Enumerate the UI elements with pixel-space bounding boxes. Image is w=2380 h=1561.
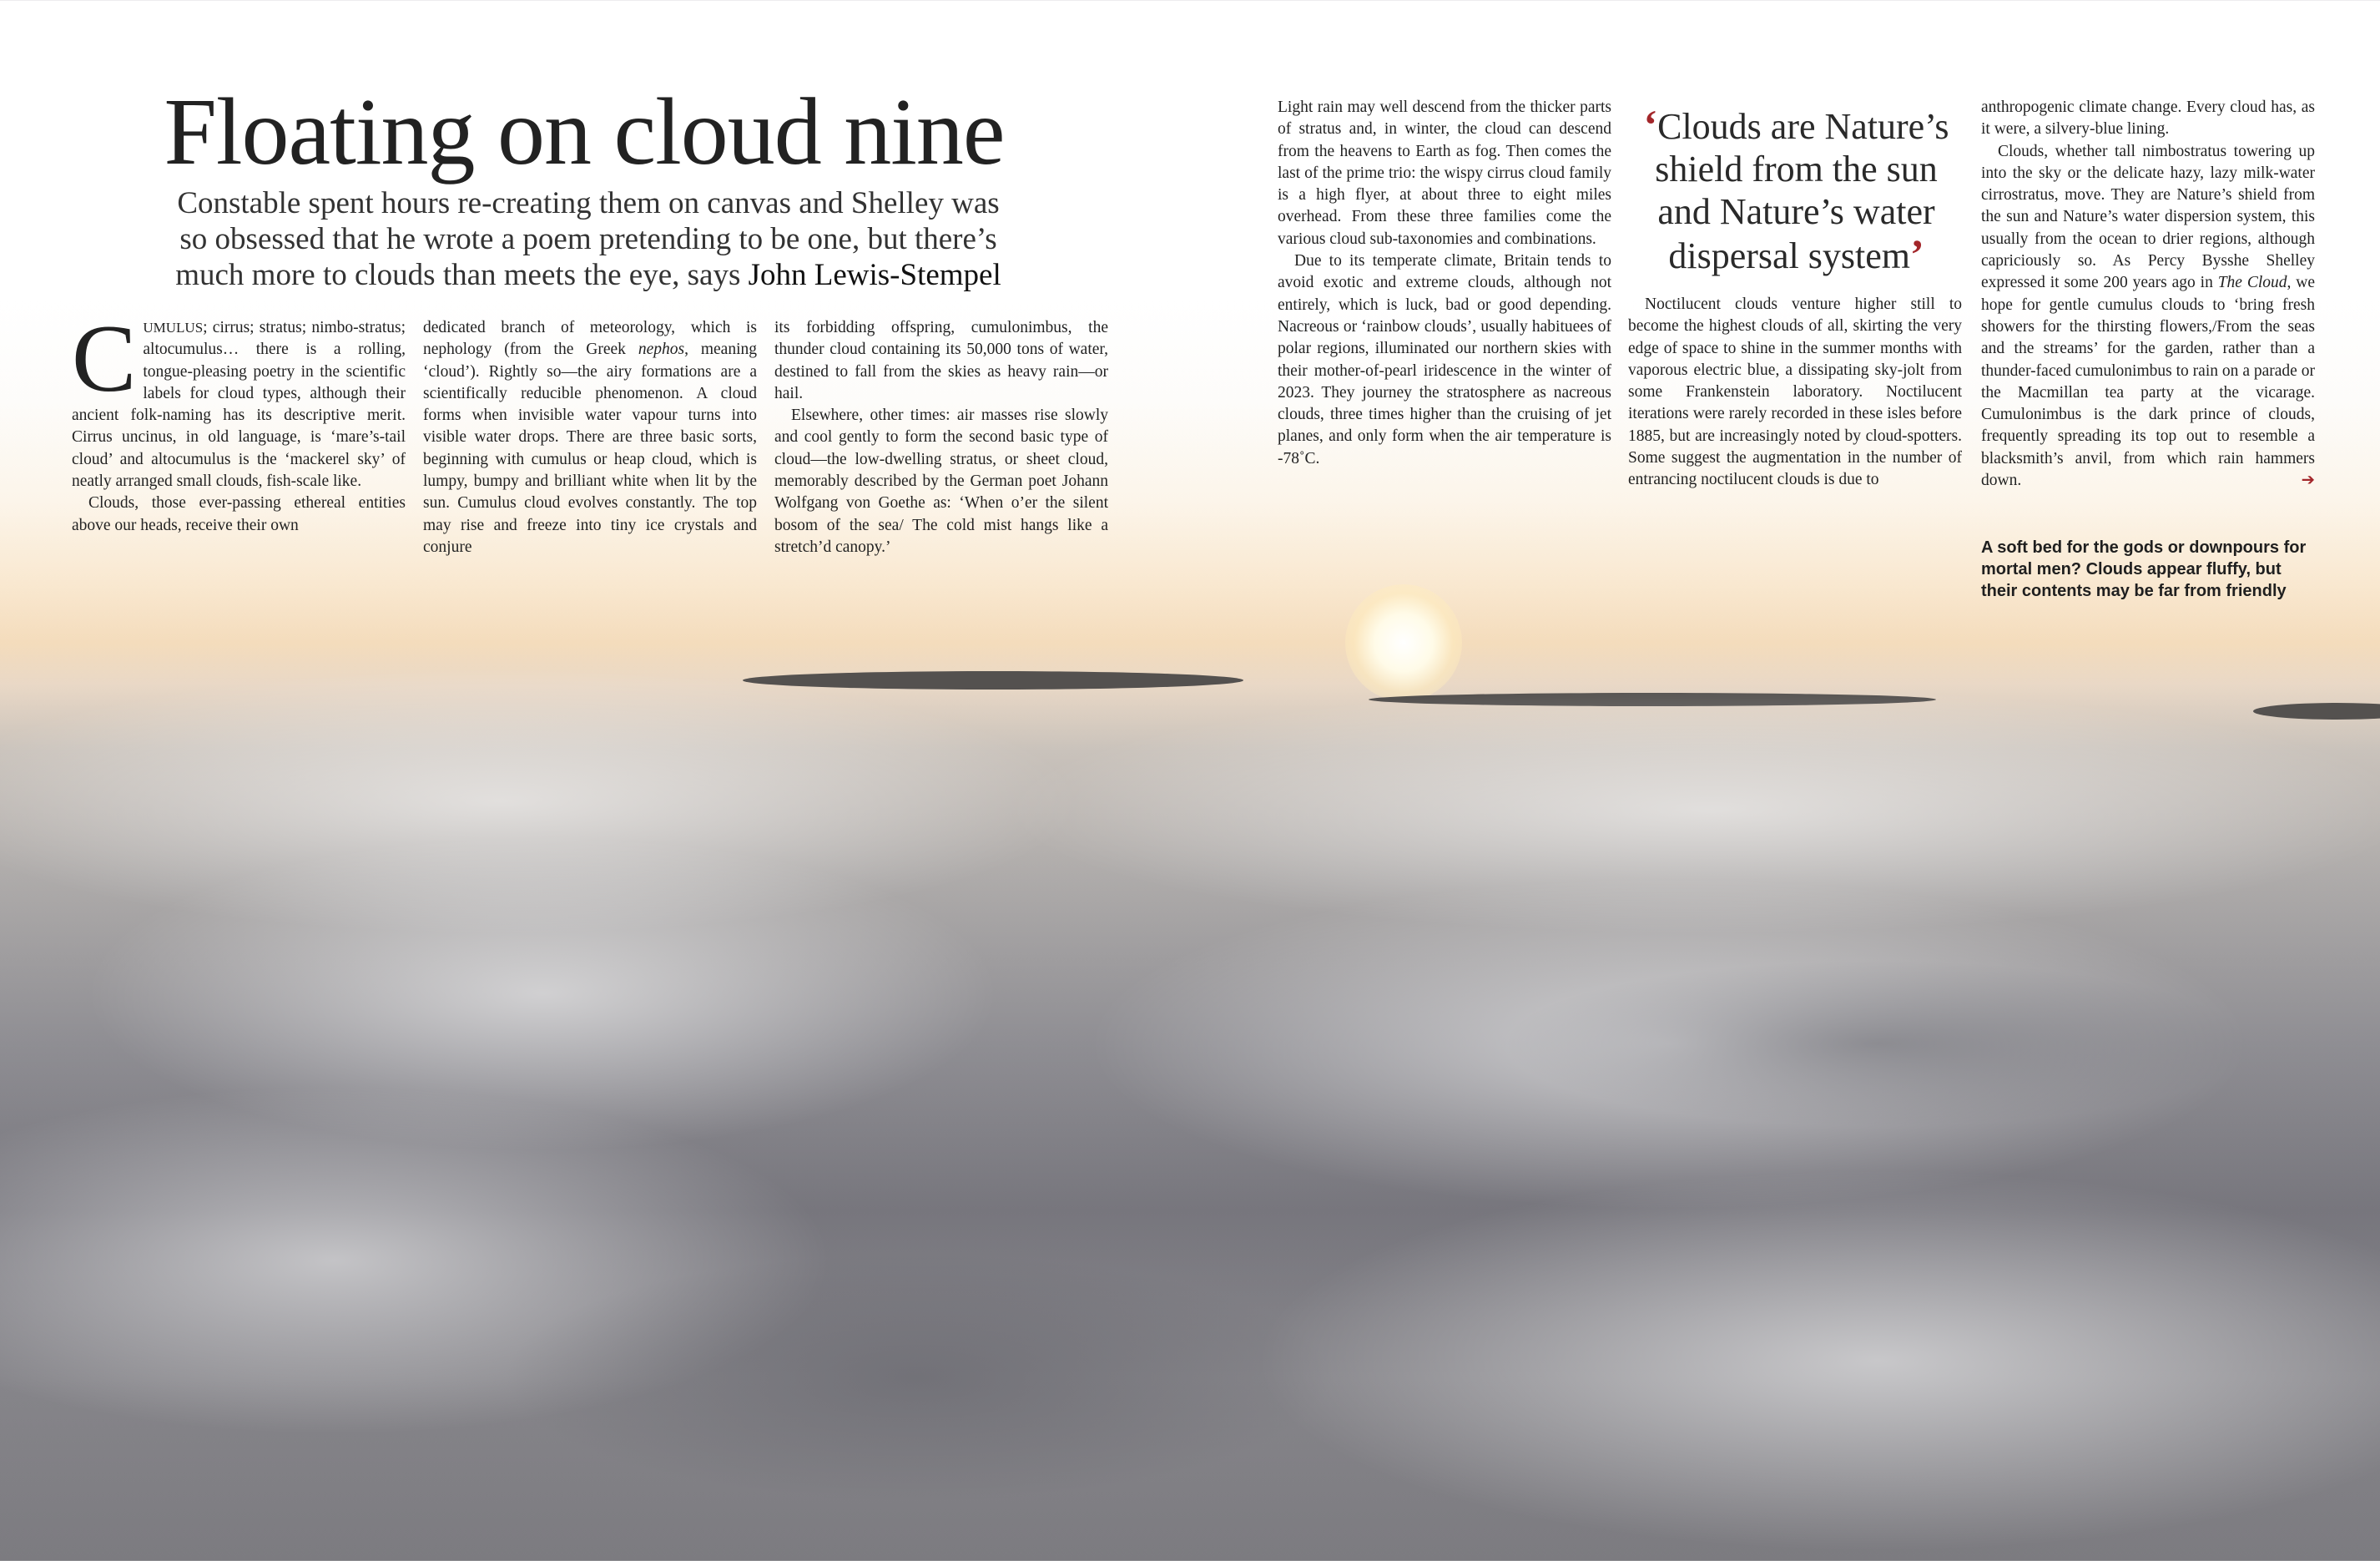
pull-quote xyxy=(1631,101,1961,277)
body-column-2 xyxy=(423,317,757,558)
body-column-3 xyxy=(774,317,1108,558)
cloud-bank xyxy=(1252,1169,2380,1553)
open-quote-mark: ‘ xyxy=(1643,101,1658,148)
paragraph-text: dedicated branch of meteorology, which is nephology (from the Greek xyxy=(423,319,757,359)
hill-silhouette xyxy=(743,671,1243,690)
cloud-shadow xyxy=(501,1252,1335,1503)
paragraph-text: ; cirrus; stratus; nimbo-stratus; altocumulus… there is a rolling, tongue-pleasing poetry in the scientific labels for cloud types, although their ancient folk-naming has its descriptive merit. Cirrus uncinus, in old language, is ‘mare’s-tail cloud’ and altocumulus is the ‘mackerel sky’ of neatly arranged small clouds, fish-scale like. xyxy=(72,319,406,491)
paragraph: its forbidding offspring, cumulonimbus, the thunder cloud containing its 50,000 tons of water, destined to fall from the skies as heavy rain—or hail. xyxy=(774,319,1108,402)
body-column-4 xyxy=(1278,97,1611,470)
close-quote-mark: ’ xyxy=(1909,230,1924,277)
paragraph-text: , we hope for gentle cumulus clouds to ‘bring fresh showers for the thirsting flowers,/From the seas and the streams’ for the garden, rather than a thunder-faced cumulonimbus to rain on a parade or the Macmillan tea party at the vicarage. Cumulonimbus is the dark prince of clouds, frequently spreading its top out to resemble a blacksmith’s anvil, from which rain hammers down. xyxy=(1981,274,2315,490)
paragraph-text: , meaning ‘cloud’). Rightly so—the airy formations are a scientifically reducible phenomenon. A cloud forms when invisible water vapour turns into visible water drops. There are three basic sorts, beginning with cumulus or heap cloud, which is lumpy, bumpy and brilliant white when lit by the sun. Cumulus cloud evolves constantly. The top may rise and freeze into tiny ice crystals and conjure xyxy=(423,341,757,556)
byline: John Lewis-Stempel xyxy=(748,258,1001,292)
paragraph xyxy=(72,306,406,493)
body-column-1 xyxy=(72,306,406,537)
paragraph: Elsewhere, other times: air masses rise slowly and cool gently to form the second basic type of cloud—the low-dwelling stratus, or sheet cloud, memorably described by the German poet Johann Wolfgang von Goethe as: ‘When o’er the silent bosom of the sea/ The cold mist hangs like a stretch’d canopy.’ xyxy=(774,407,1108,556)
paragraph: Light rain may well descend from the thicker parts of stratus and, in winter, the cloud can descend from the heavens to Earth as fog. Then comes the last of the prime trio: the wispy cirrus cloud family is a high flyer, at about three to eight miles overhead. From these three families come the various cloud sub-taxonomies and combinations. xyxy=(1278,99,1611,248)
italic-title: The Cloud xyxy=(2217,274,2287,292)
continue-arrow-icon: ➔ xyxy=(2301,472,2315,490)
body-column-6 xyxy=(1981,97,2315,492)
italic-term: nephos xyxy=(638,341,685,359)
paragraph xyxy=(423,317,757,558)
paragraph-text: Clouds, whether tall nimbostratus towering up into the sky or the delicate hazy, lazy milk-water cirrostratus, move. They are Nature’s shield from the sun and Nature’s water dispersion system, this usually from the ocean to drier regions, although capriciously so. As Percy Bysshe Shelley expressed it some 200 years ago in xyxy=(1981,142,2315,292)
lead-in-caps: UMULUS xyxy=(143,320,204,336)
paragraph: Due to its temperate climate, Britain tends to avoid exotic and extreme clouds, although not entirely, which is luck, bad or good depending. Nacreous or ‘rainbow clouds’, usually habituees of polar regions, illuminated our northern skies with their mother-of-pearl iridescence in the winter of 2023. They journey the stratosphere as nacreous clouds, three times higher than the cruising of jet planes, and only form when the air temperature is -78˚C. xyxy=(1278,252,1611,467)
sun xyxy=(1345,584,1462,701)
headline: Floating on cloud nine xyxy=(164,78,1005,184)
standfirst xyxy=(167,185,1010,293)
paragraph: Noctilucent clouds venture higher still to become the highest clouds of all, skirting the very edge of space to shine in the summer months with vaporous electric blue, a dissipating sky-jolt from some Frankenstein laboratory. Noctilucent iterations were rarely recorded in these isles before 1885, but are increasingly noted by cloud-spotters. Some suggest the augmentation in the number of entrancing noctilucent clouds is due to xyxy=(1628,296,1962,489)
paragraph xyxy=(1981,141,2315,493)
body-column-5 xyxy=(1628,294,1962,492)
drop-cap: C xyxy=(72,306,137,412)
paragraph: Clouds, those ever-passing ethereal entities above our heads, receive their own xyxy=(72,494,406,534)
pull-quote-text: Clouds are Nature’s shield from the sun and Nature’s water dispersal system xyxy=(1655,106,1949,276)
hill-silhouette xyxy=(2253,703,2380,720)
standfirst-text: Constable spent hours re-creating them on canvas and Shelley was so obsessed that he wrote a poem pretending to be one, but there’s much more to clouds than meets the eye, says xyxy=(175,186,1000,292)
photo-caption: A soft bed for the gods or downpours for mortal men? Clouds appear fluffy, but their contents may be far from friendly xyxy=(1981,538,2307,600)
paragraph: anthropogenic climate change. Every cloud has, as it were, a silvery-blue lining. xyxy=(1981,99,2315,139)
cloud-shadow xyxy=(1502,960,2253,1127)
